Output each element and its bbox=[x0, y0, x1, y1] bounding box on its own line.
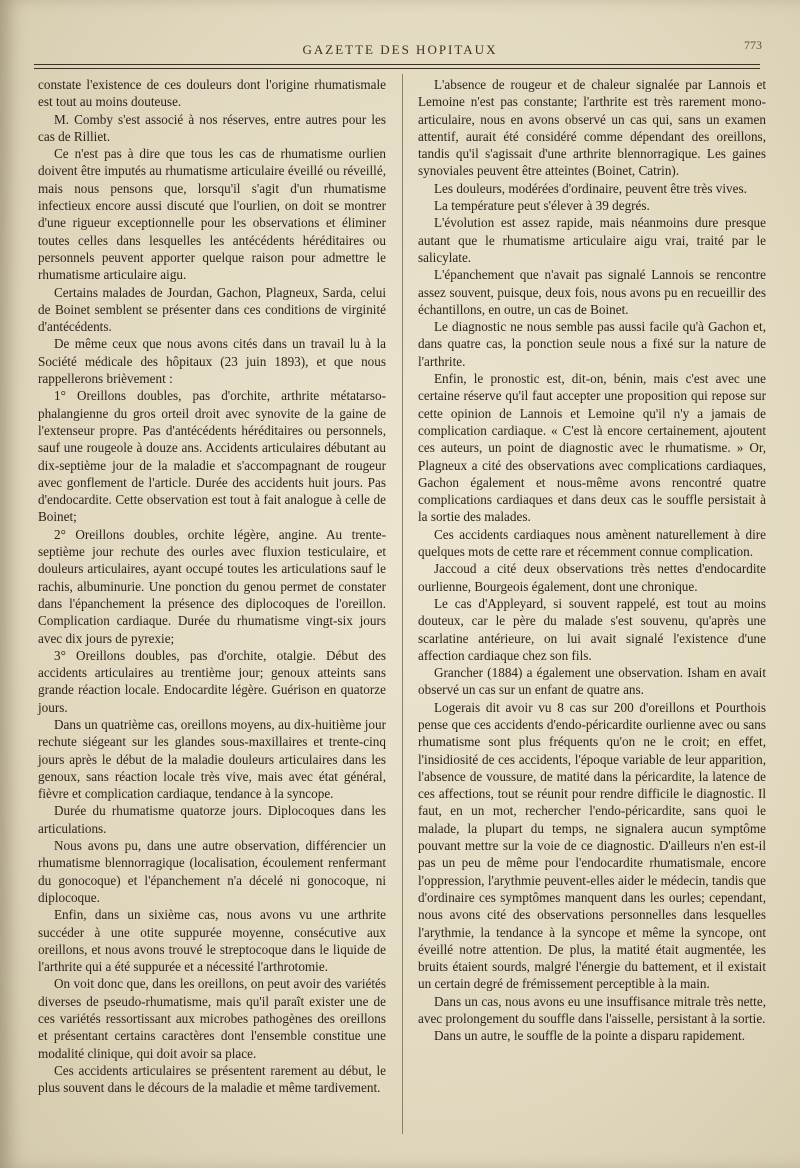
page-number: 773 bbox=[744, 38, 762, 52]
paragraph: Certains malades de Jourdan, Gachon, Plagneux, Sarda, celui de Boinet semblent se présenter dans ces conditions de virginité d'antécédents. bbox=[38, 284, 386, 335]
paragraph: Dans un autre, le souffle de la pointe a disparu rapidement. bbox=[434, 1028, 746, 1044]
paragraph: De même ceux que nous avons cités dans un travail lu à la Société médicale des hôpitaux (23 juin 1893), et que nous rappellerons brièvement : bbox=[38, 336, 386, 387]
running-title: GAZETTE DES HOPITAUX bbox=[302, 42, 498, 57]
paragraph: Ces accidents cardiaques nous amènent naturellement à dire quelques mots de cette rare et récemment connue complication. bbox=[418, 526, 766, 560]
paragraph: L'épanchement que n'avait pas signalé Lannois se rencontre assez souvent, puisque, deux fois, nous avons pu en recueillir des échantillons, en outre, un cas de Boinet. bbox=[418, 267, 766, 317]
paragraph: La température peut s'élever à 39 degrés. bbox=[434, 198, 650, 214]
paragraph: Les douleurs, modérées d'ordinaire, peuvent être très vives. bbox=[434, 180, 747, 196]
paragraph: Enfin, dans un sixième cas, nous avons vu une arthrite succéder à une otite suppurée moyenne, consécutive aux oreillons, et nous avons trouvé le streptocoque dans le liquide de l'arthrite qui a été suppurée et a nécessité l'arthrotomie. bbox=[38, 907, 386, 975]
paragraph: Logerais dit avoir vu 8 cas sur 200 d'oreillons et Pourthois pense que ces accidents d'endo-péricardite ourlienne avec ou sans rhumatisme sont plus fréquents qu'on ne le croit; en effet, l'insidiosité de ces accidents, l'époque variable de leur apparition, l'absence de voussure, de matité dans la péricardite, la latence de ces affections, tout se réunit pour rendre difficile le diagnostic. Il faut, en un mot, rechercher l'endo-péricardite, sans quoi le malade, la plupart du temps, ne signalera aucun symptôme pouvant mettre sur la voie de ce diagnostic. D'ailleurs n'en est-il pas un peu de même pour l'endocardite rhumatismale, encore l'oppression, l'arythmie peuvent-elles aider le médecin, tandis que d'ordinaire ces symptômes manquent dans les ourles; cependant, nous avons cité des observations personnelles dans lesquelles l'arythmie, la tendance à la syncope et même la syncope, ont éveillé notre attention. De plus, la matité était augmentée, les bruits étaient sourds, malgré l'énergie du battement, et il existait un certain degré de frémissement perceptible à la main. bbox=[418, 699, 766, 992]
paragraph: Dans un quatrième cas, oreillons moyens, au dix-huitième jour rechute siégeant sur les glandes sous-maxillaires et trente-cinq jours après le début de la maladie douleurs articulaires dans les genoux, sans réaction locale très vive, mais avec état général, fièvre et complication cardiaque, tendance à la syncope. bbox=[38, 716, 386, 802]
paragraph: 1° Oreillons doubles, pas d'orchite, arthrite métatarso-phalangienne du gros orteil droit avec synovite de la gaine de l'extenseur propre. Pas d'antécédents héréditaires ou personnels, sauf une rougeole à douze ans. Accidents articulaires débutant au dix-septième jour de la maladie et s'accompagnant de rougeur avec gonflement de l'article. Durée des accidents huit jours. Pas d'endocardite. Cette observation est tout à fait analogue à celle de Boinet; bbox=[38, 388, 386, 525]
paragraph: Le cas d'Appleyard, si souvent rappelé, est tout au moins douteux, car le père du malade s'est souvenu, qu'après une scarlatine antérieure, on lui avait signalé l'existence d'une affection cardiaque chez son fils. bbox=[418, 595, 766, 663]
header-rule bbox=[34, 64, 760, 69]
paragraph: Le diagnostic ne nous semble pas aussi facile qu'à Gachon et, dans quatre cas, la ponction seule nous a fixé sur la nature de l'arthrite. bbox=[418, 319, 766, 369]
paragraph: Dans un cas, nous avons eu une insuffisance mitrale très nette, avec prolongement du souffle dans l'aisselle, persistant à la sortie. bbox=[418, 993, 766, 1027]
paragraph: 3° Oreillons doubles, pas d'orchite, otalgie. Début des accidents articulaires au trentième jour; genoux atteints sans grande réaction locale. Endocardite légère. Guérison en quatorze jours. bbox=[38, 647, 386, 715]
paragraph: Ces accidents articulaires se présentent rarement au début, le plus souvent dans le décours de la maladie et même tardivement. bbox=[38, 1062, 386, 1096]
left-column bbox=[38, 76, 386, 1097]
paragraph: On voit donc que, dans les oreillons, on peut avoir des variétés diverses de pseudo-rhumatisme, mais qu'il paraît exister une de ces variétés ressortissant aux microbes pathogènes des oreillons et présentant certains caractères dont l'ensemble constitue une modalité clinique, qui doit avoir sa place. bbox=[38, 976, 386, 1061]
paragraph: constate l'existence de ces douleurs dont l'origine rhumatismale est tout au moins douteuse. bbox=[38, 77, 386, 110]
right-column bbox=[418, 76, 766, 1045]
paragraph: M. Comby s'est associé à nos réserves, entre autres pour les cas de Rilliet. bbox=[38, 111, 386, 144]
paragraph: Enfin, le pronostic est, dit-on, bénin, mais c'est avec une certaine réserve qu'il faut accepter une proposition qui repose sur cette opinion de Lannois et Lemoine qu'il n'y a jamais de complication cardiaque. « C'est là encore certainement, ajoutent ces auteurs, un point de diagnostic avec le rhumatisme. » Or, Plagneux a cité des observations avec complications cardiaques, Gachon également et nous-même avons rencontré quatre complications cardiaques et dans deux cas le souffle persistait à la sortie des malades. bbox=[418, 371, 766, 525]
paragraph: Nous avons pu, dans une autre observation, différencier un rhumatisme blennorragique (localisation, écoulement renfermant du gonocoque) et l'épanchement n'a décelé ni gonocoque, ni diplocoque. bbox=[38, 838, 386, 905]
paragraph: Durée du rhumatisme quatorze jours. Diplocoques dans les articulations. bbox=[38, 803, 386, 836]
paragraph: Ce n'est pas à dire que tous les cas de rhumatisme ourlien doivent être imputés au rhumatisme articulaire éveillé ou réveillé, mais nous pensons que, lorsqu'il s'agit d'un rhumatisme infectieux encore aussi discuté que l'ourlien, on doit se montrer d'une rigueur exceptionnelle pour les observations et éliminer toutes celles dans lesquelles les antécédents héréditaires ou personnels peuvent apporter quelque raison pour admettre le rhumatisme articulaire aigu. bbox=[38, 146, 386, 283]
paragraph: Jaccoud a cité deux observations très nettes d'endocardite ourlienne, Bourgeois également, dont une chronique. bbox=[418, 561, 766, 594]
page-header bbox=[30, 38, 770, 62]
paragraph: Grancher (1884) a également une observation. Isham en avait observé un cas sur un enfant de quatre ans. bbox=[418, 665, 766, 698]
paragraph: L'évolution est assez rapide, mais néanmoins dure presque autant que le rhumatisme articulaire aigu vrai, traité par le salicylate. bbox=[418, 215, 766, 265]
column-divider bbox=[402, 74, 403, 1134]
paragraph: 2° Oreillons doubles, orchite légère, angine. Au trente-septième jour rechute des ourles avec fluxion testiculaire, et douleurs articulaires, ayant occupé toutes les articulations sauf le rachis, albuminurie. Une ponction du genou permet de constater dans l'épanchement la présence des diplocoques de l'oreillon. Complication cardiaque. Durée du rhumatisme vingt-six jours avec dix jours de pyrexie; bbox=[38, 526, 386, 646]
paragraph: L'absence de rougeur et de chaleur signalée par Lannois et Lemoine n'est pas constante; l'arthrite est très rarement mono-articulaire, nous en avons observé un cas qui, sans un examen attentif, aurait été considéré comme dépendant des oreillons, tandis qu'il s'agissait d'une arthrite blennorragique. Les gaines synoviales peuvent être atteintes (Boinet, Catrin). bbox=[418, 77, 766, 179]
